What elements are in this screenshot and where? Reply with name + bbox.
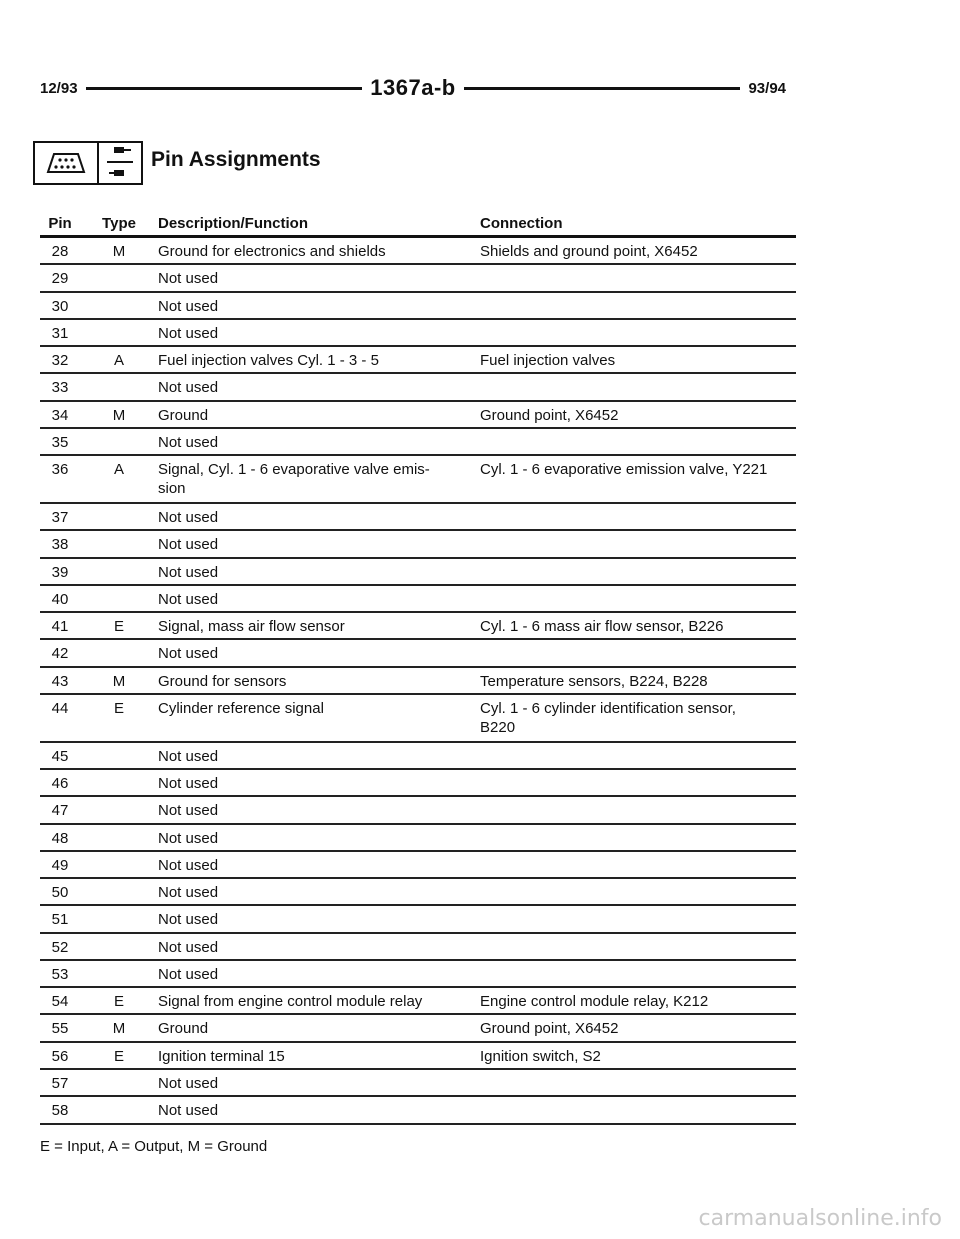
table-row	[40, 640, 796, 668]
description-cell: Not used	[158, 884, 219, 901]
table-row	[40, 770, 796, 797]
description-cell: Not used	[158, 965, 219, 983]
header-rule-right	[464, 87, 741, 90]
pin-cell: 38	[51, 536, 69, 553]
col-header-description: Description/Function	[158, 215, 308, 232]
pin-cell: 32	[51, 352, 69, 369]
type-cell	[80, 934, 158, 959]
table-row	[40, 797, 796, 825]
connection-cell: Cyl. 1 - 6 evaporative emission valve, Y221	[480, 461, 768, 478]
description-cell: Not used	[158, 433, 219, 451]
type-cell: E	[113, 618, 124, 635]
connection-cell	[480, 504, 796, 529]
pin-cell: 54	[51, 993, 69, 1010]
table-row	[40, 743, 796, 771]
table-row	[40, 695, 796, 743]
table-row	[40, 961, 796, 989]
connection-cell	[480, 429, 796, 455]
table-row	[40, 374, 796, 402]
pin-cell: 36	[51, 461, 69, 478]
pin-table	[40, 212, 796, 1125]
pin-cell: 42	[51, 645, 69, 662]
page-header	[40, 76, 786, 100]
table-row	[40, 293, 796, 320]
connection-cell	[480, 586, 796, 612]
connection-cell: Temperature sensors, B224, B228	[480, 672, 708, 690]
pin-cell: 57	[51, 1074, 69, 1092]
table-row	[40, 1070, 796, 1098]
table-row	[40, 988, 796, 1015]
description-cell: Not used	[158, 379, 219, 396]
description-cell: Not used	[158, 590, 219, 608]
connector-icon	[33, 141, 99, 185]
connection-cell: Cyl. 1 - 6 mass air flow sensor, B226	[480, 618, 724, 635]
type-cell: E	[113, 993, 124, 1010]
header-date-left: 12/93	[40, 79, 78, 97]
type-cell	[80, 504, 158, 529]
connection-cell	[480, 797, 796, 823]
description-cell: Not used	[158, 775, 219, 792]
table-row	[40, 265, 796, 293]
legend-footnote: E = Input, A = Output, M = Ground	[40, 1138, 268, 1155]
table-row	[40, 825, 796, 852]
connection-cell: Shields and ground point, X6452	[480, 243, 698, 260]
type-cell: A	[113, 461, 124, 478]
table-row	[40, 1043, 796, 1070]
type-cell	[80, 586, 158, 612]
type-cell	[80, 770, 158, 795]
connection-cell	[480, 374, 796, 400]
connection-cell: Ignition switch, S2	[480, 1047, 601, 1065]
connection-cell: Ground point, X6452	[480, 1020, 619, 1037]
pin-cell: 34	[51, 406, 69, 424]
connection-cell	[480, 879, 796, 904]
table-header	[40, 212, 796, 238]
pin-cell: 33	[51, 379, 69, 396]
connection-cell	[480, 1097, 796, 1123]
table-row	[40, 429, 796, 457]
col-header-type: Type	[102, 215, 136, 232]
connection-cell	[480, 934, 796, 959]
plug-socket-icon	[99, 141, 143, 185]
description-cell: Not used	[158, 1074, 219, 1092]
description-cell: Not used	[158, 1102, 219, 1119]
table-row	[40, 402, 796, 429]
type-cell	[80, 961, 158, 987]
pin-cell: 53	[51, 965, 69, 983]
connection-cell	[480, 265, 796, 291]
type-cell: M	[112, 1020, 126, 1037]
type-cell	[80, 265, 158, 291]
description-cell: Not used	[158, 270, 219, 287]
type-cell	[80, 531, 158, 557]
description-cell: Not used	[158, 297, 219, 315]
pin-cell: 49	[51, 856, 69, 874]
pin-cell: 30	[51, 297, 69, 315]
table-row	[40, 613, 796, 640]
type-cell	[80, 640, 158, 666]
connection-cell	[480, 531, 796, 557]
pin-cell: 52	[51, 938, 69, 956]
type-cell: A	[113, 352, 124, 369]
pin-cell: 46	[51, 775, 69, 792]
table-row	[40, 852, 796, 880]
table-row	[40, 879, 796, 906]
connection-cell	[480, 293, 796, 318]
table-row	[40, 347, 796, 374]
type-cell	[80, 852, 158, 878]
type-cell: M	[112, 243, 126, 260]
description-cell: Not used	[158, 509, 219, 526]
description-cell: Ground for sensors	[158, 672, 287, 690]
header-rule-left	[86, 87, 363, 90]
description-cell: Not used	[158, 536, 219, 553]
table-row	[40, 320, 796, 348]
table-row	[40, 1015, 796, 1043]
pin-cell: 55	[51, 1020, 69, 1037]
description-cell: Not used	[158, 645, 219, 662]
table-row	[40, 586, 796, 614]
title-row	[33, 141, 321, 185]
pin-cell: 51	[51, 911, 69, 928]
type-cell: E	[113, 1047, 124, 1065]
pin-cell: 58	[51, 1102, 69, 1119]
pin-cell: 45	[51, 747, 69, 765]
header-doc-number: 1367a-b	[370, 75, 456, 100]
description-cell: Not used	[158, 563, 219, 581]
connection-cell: Fuel injection valves	[480, 352, 616, 369]
connection-cell	[480, 825, 796, 850]
type-cell	[80, 429, 158, 455]
type-cell	[80, 293, 158, 318]
pin-cell: 41	[51, 618, 69, 635]
table-row	[40, 906, 796, 934]
description-cell: Not used	[158, 747, 219, 765]
table-row	[40, 934, 796, 961]
table-row	[40, 456, 796, 504]
description-cell: Not used	[158, 802, 219, 819]
table-row	[40, 668, 796, 695]
description-cell: Signal from engine control module relay	[158, 993, 423, 1010]
table-body	[40, 238, 796, 1125]
type-cell	[80, 559, 158, 584]
type-cell: M	[112, 672, 126, 690]
pin-cell: 44	[51, 699, 69, 717]
description-cell: Signal, mass air flow sensor	[158, 618, 345, 635]
table-row	[40, 504, 796, 531]
pin-cell: 28	[51, 243, 69, 260]
col-header-connection: Connection	[480, 215, 563, 232]
pin-cell: 40	[51, 590, 69, 608]
type-cell	[80, 879, 158, 904]
description-cell: Signal, Cyl. 1 - 6 evaporative valve emis- sion	[158, 461, 430, 497]
type-cell	[80, 797, 158, 823]
page-title: Pin Assignments	[151, 148, 321, 171]
watermark: carmanualsonline.info	[698, 1206, 942, 1231]
type-cell	[80, 1097, 158, 1123]
description-cell: Cylinder reference signal	[158, 699, 324, 717]
pin-cell: 48	[51, 829, 69, 847]
type-cell	[80, 743, 158, 769]
pin-cell: 39	[51, 563, 69, 581]
pin-cell: 29	[51, 270, 69, 287]
pin-cell: 37	[51, 509, 69, 526]
type-cell	[80, 906, 158, 932]
description-cell: Not used	[158, 829, 219, 847]
table-row	[40, 238, 796, 265]
description-cell: Ground	[158, 406, 209, 424]
description-cell: Not used	[158, 324, 219, 342]
type-cell: M	[112, 406, 126, 424]
description-cell: Not used	[158, 911, 219, 928]
type-cell	[80, 374, 158, 400]
type-cell: E	[113, 699, 124, 717]
connection-cell	[480, 743, 796, 769]
pin-cell: 35	[51, 433, 69, 451]
type-cell	[80, 825, 158, 850]
table-row	[40, 531, 796, 559]
description-cell: Ignition terminal 15	[158, 1047, 285, 1065]
description-cell: Not used	[158, 856, 219, 874]
type-cell	[80, 320, 158, 346]
connection-cell	[480, 770, 796, 795]
table-row	[40, 559, 796, 586]
description-cell: Ground	[158, 1020, 209, 1037]
connection-cell	[480, 906, 796, 932]
col-header-pin: Pin	[48, 215, 72, 232]
connection-cell: Ground point, X6452	[480, 406, 619, 424]
description-cell: Not used	[158, 938, 219, 956]
pin-cell: 56	[51, 1047, 69, 1065]
connection-cell: Engine control module relay, K212	[480, 993, 709, 1010]
pin-cell: 50	[51, 884, 69, 901]
header-date-right: 93/94	[748, 79, 787, 97]
connection-cell	[480, 961, 796, 987]
pin-cell: 31	[51, 324, 69, 342]
connection-cell	[480, 640, 796, 666]
description-cell: Ground for electronics and shields	[158, 243, 386, 260]
type-cell	[80, 1070, 158, 1096]
connection-cell	[480, 852, 796, 878]
connection-cell	[480, 320, 796, 346]
description-cell: Fuel injection valves Cyl. 1 - 3 - 5	[158, 352, 379, 369]
pin-cell: 47	[51, 802, 69, 819]
connection-cell: Cyl. 1 - 6 cylinder identification sensor, B220	[480, 699, 736, 736]
connection-cell	[480, 1070, 796, 1096]
connection-cell	[480, 559, 796, 584]
table-row	[40, 1097, 796, 1125]
pin-cell: 43	[51, 672, 69, 690]
